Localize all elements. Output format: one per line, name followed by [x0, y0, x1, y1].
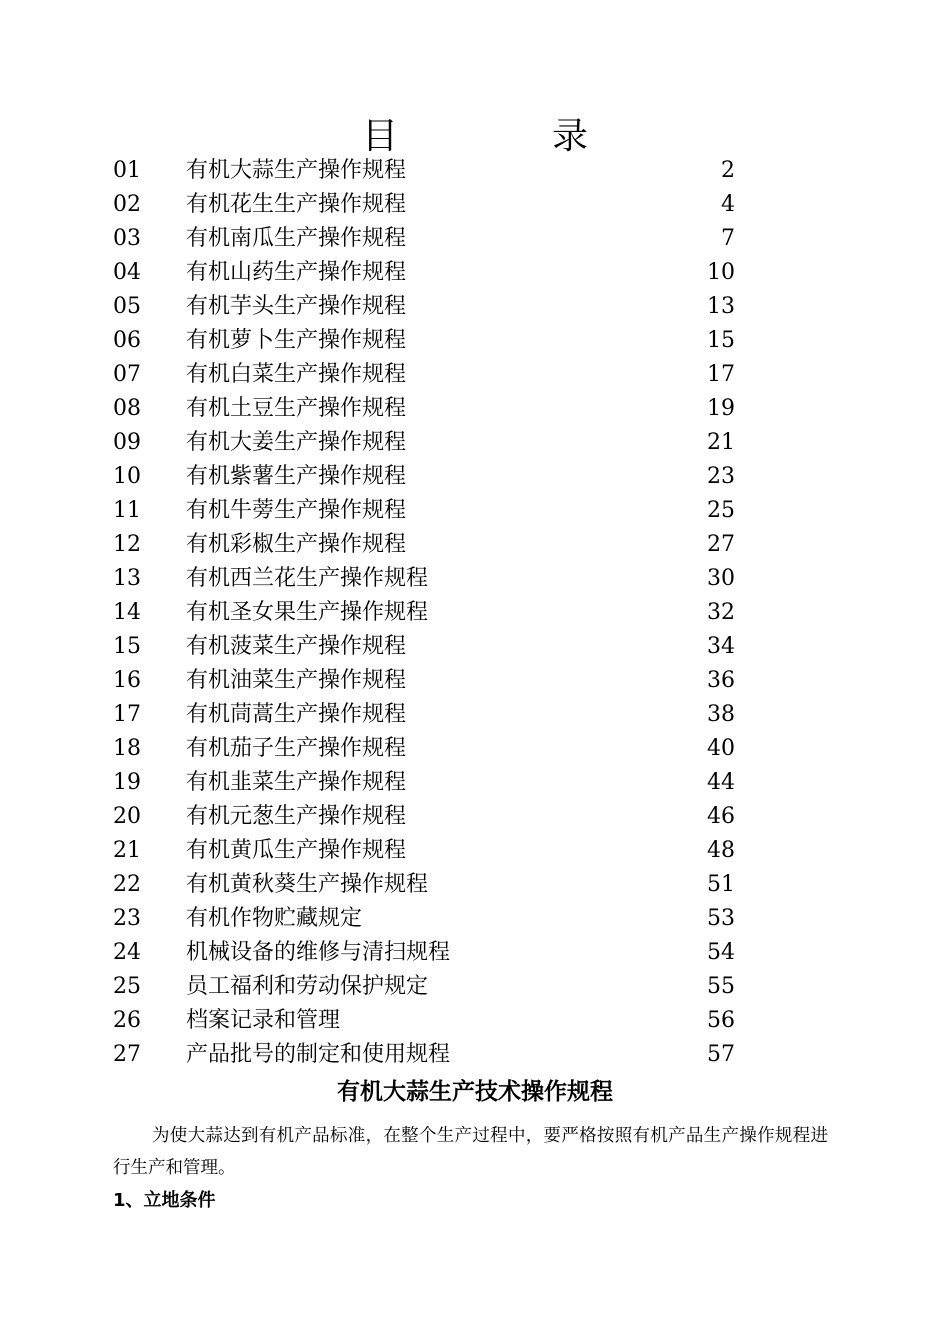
toc-entry-page: 25 [707, 498, 735, 523]
toc-entry-page: 34 [707, 634, 735, 659]
toc-entry-title: 有机菠菜生产操作规程 [186, 634, 407, 659]
toc-entry-title: 有机茄子生产操作规程 [186, 736, 407, 761]
toc-entry-title: 有机黄秋葵生产操作规程 [186, 872, 429, 897]
toc-entry-number: 02 [113, 192, 141, 217]
toc-entry-title: 有机萝卜生产操作规程 [186, 328, 407, 353]
toc-entry-title: 员工福利和劳动保护规定 [186, 974, 429, 999]
toc-entry[interactable] [0, 664, 950, 698]
toc-entry-page: 10 [707, 260, 735, 285]
toc-entry-title: 机械设备的维修与清扫规程 [186, 940, 451, 965]
toc-entry-page: 4 [721, 192, 735, 217]
subheading: 1、立地条件 [113, 1190, 216, 1211]
toc-entry-number: 21 [113, 838, 141, 863]
toc-entry-page: 53 [707, 906, 735, 931]
toc-entry-title: 有机芋头生产操作规程 [186, 294, 407, 319]
toc-entry-number: 14 [113, 600, 141, 625]
toc-entry-title: 产品批号的制定和使用规程 [186, 1042, 451, 1067]
toc-entry[interactable] [0, 766, 950, 800]
toc-entry[interactable] [0, 460, 950, 494]
toc-entry-title: 有机南瓜生产操作规程 [186, 226, 407, 251]
toc-entry[interactable] [0, 630, 950, 664]
toc-entry[interactable] [0, 528, 950, 562]
toc-entry[interactable] [0, 222, 950, 256]
toc-entry[interactable] [0, 256, 950, 290]
section-title: 有机大蒜生产技术操作规程 [337, 1079, 613, 1105]
toc-entry-number: 10 [113, 464, 141, 489]
toc-entry-title: 有机黄瓜生产操作规程 [186, 838, 407, 863]
toc-entry-page: 38 [707, 702, 735, 727]
toc-entry-page: 21 [707, 430, 735, 455]
toc-entry-title: 有机紫薯生产操作规程 [186, 464, 407, 489]
toc-entry-number: 23 [113, 906, 141, 931]
toc-entry-page: 40 [707, 736, 735, 761]
toc-entry-page: 13 [707, 294, 735, 319]
toc-entry[interactable] [0, 154, 950, 188]
toc-entry-page: 19 [707, 396, 735, 421]
toc-entry-page: 44 [707, 770, 735, 795]
toc-entry-page: 2 [721, 158, 735, 183]
toc-list [0, 154, 950, 1072]
toc-entry-page: 57 [707, 1042, 735, 1067]
toc-entry-title: 有机油菜生产操作规程 [186, 668, 407, 693]
toc-entry-title: 有机圣女果生产操作规程 [186, 600, 429, 625]
toc-entry[interactable] [0, 834, 950, 868]
toc-entry[interactable] [0, 188, 950, 222]
toc-entry[interactable] [0, 324, 950, 358]
toc-entry-title: 有机山药生产操作规程 [186, 260, 407, 285]
toc-entry-title: 有机彩椒生产操作规程 [186, 532, 407, 557]
toc-entry-page: 15 [707, 328, 735, 353]
toc-title-char-2: 录 [552, 116, 589, 157]
toc-entry[interactable] [0, 902, 950, 936]
toc-entry[interactable] [0, 732, 950, 766]
toc-entry-number: 24 [113, 940, 141, 965]
toc-entry-number: 26 [113, 1008, 141, 1033]
toc-entry-page: 51 [707, 872, 735, 897]
toc-entry-title: 有机韭菜生产操作规程 [186, 770, 407, 795]
toc-entry-number: 20 [113, 804, 141, 829]
toc-entry-title: 有机元葱生产操作规程 [186, 804, 407, 829]
toc-entry-number: 22 [113, 872, 141, 897]
toc-entry[interactable] [0, 392, 950, 426]
intro-paragraph: 为使大蒜达到有机产品标准，在整个生产过程中，要严格按照有机产品生产操作规程进行生产和管理。 [113, 1126, 828, 1178]
toc-entry-title: 有机土豆生产操作规程 [186, 396, 407, 421]
toc-entry-number: 27 [113, 1042, 141, 1067]
toc-entry-number: 15 [113, 634, 141, 659]
toc-entry-number: 25 [113, 974, 141, 999]
toc-entry[interactable] [0, 494, 950, 528]
toc-entry-title: 有机大蒜生产操作规程 [186, 158, 407, 183]
toc-entry-number: 09 [113, 430, 141, 455]
toc-entry-title: 有机白菜生产操作规程 [186, 362, 407, 387]
toc-entry-title: 有机作物贮藏规定 [186, 906, 363, 931]
toc-entry[interactable] [0, 596, 950, 630]
toc-entry-page: 36 [707, 668, 735, 693]
toc-entry[interactable] [0, 970, 950, 1004]
toc-entry-page: 54 [707, 940, 735, 965]
toc-entry-page: 46 [707, 804, 735, 829]
toc-entry-page: 7 [721, 226, 735, 251]
toc-entry-number: 19 [113, 770, 141, 795]
toc-entry[interactable] [0, 800, 950, 834]
toc-entry[interactable] [0, 868, 950, 902]
toc-entry[interactable] [0, 426, 950, 460]
toc-entry-number: 08 [113, 396, 141, 421]
toc-entry-page: 32 [707, 600, 735, 625]
toc-entry[interactable] [0, 358, 950, 392]
toc-entry-number: 01 [113, 158, 141, 183]
toc-entry-page: 17 [707, 362, 735, 387]
toc-entry-number: 05 [113, 294, 141, 319]
toc-entry-number: 03 [113, 226, 141, 251]
toc-entry-number: 12 [113, 532, 141, 557]
toc-entry-title: 有机花生生产操作规程 [186, 192, 407, 217]
toc-entry[interactable] [0, 698, 950, 732]
toc-entry-number: 04 [113, 260, 141, 285]
toc-entry-number: 18 [113, 736, 141, 761]
toc-entry-title: 有机大姜生产操作规程 [186, 430, 407, 455]
toc-entry-title: 有机茼蒿生产操作规程 [186, 702, 407, 727]
toc-entry-number: 13 [113, 566, 141, 591]
toc-entry-number: 11 [113, 498, 141, 523]
toc-entry-page: 23 [707, 464, 735, 489]
toc-entry-number: 17 [113, 702, 141, 727]
toc-entry[interactable] [0, 1038, 950, 1072]
toc-entry-page: 27 [707, 532, 735, 557]
toc-entry-page: 56 [707, 1008, 735, 1033]
toc-entry-number: 06 [113, 328, 141, 353]
toc-entry-number: 07 [113, 362, 141, 387]
toc-entry-title: 档案记录和管理 [186, 1008, 341, 1033]
toc-entry-title: 有机西兰花生产操作规程 [186, 566, 429, 591]
toc-entry[interactable] [0, 936, 950, 970]
toc-entry-page: 55 [707, 974, 735, 999]
toc-title-char-1: 目 [362, 116, 399, 157]
toc-entry-page: 48 [707, 838, 735, 863]
toc-entry[interactable] [0, 290, 950, 324]
toc-entry-title: 有机牛蒡生产操作规程 [186, 498, 407, 523]
toc-entry-page: 30 [707, 566, 735, 591]
toc-entry[interactable] [0, 562, 950, 596]
toc-entry[interactable] [0, 1004, 950, 1038]
toc-entry-number: 16 [113, 668, 141, 693]
